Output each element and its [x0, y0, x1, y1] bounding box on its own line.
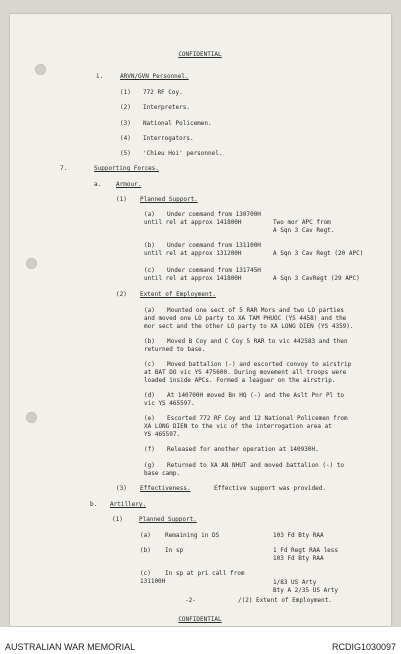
subsection-title: Planned Support. [139, 516, 197, 523]
effectiveness-text: Effective support was provided. [214, 485, 326, 492]
row-number: (c) [144, 267, 155, 274]
para-line: Moved battalion (-) and escorted convoy to airstrip [167, 361, 352, 368]
row-value: 1/83 US Arty [273, 579, 317, 586]
para-line: returned to base. [144, 346, 206, 353]
list-item-number: (2) [120, 104, 131, 111]
para-line: loaded inside APCs. Formed a leaguer on the airstrip. [144, 377, 336, 384]
subsection-number: (2) [116, 291, 127, 298]
row-value: 103 Fd Bty RAA [273, 532, 324, 539]
row-text: until rel at approx 141800H [144, 219, 242, 226]
row-value: A Sqn 3 Cav Regt. [273, 227, 335, 234]
row-value: Bty A 2/35 US Arty [273, 587, 339, 594]
row-number: (a) [140, 532, 151, 539]
para-number: (d) [144, 392, 155, 399]
document-page [10, 14, 391, 626]
para-line: Escorted 772 RF Coy and 12 National Policemen from [167, 415, 348, 422]
subsection-title: Extent of Employment. [140, 291, 216, 298]
punch-hole [35, 64, 46, 75]
classification-header: CONFIDENTIAL [178, 51, 222, 58]
para-line: YS 465597. [144, 431, 181, 438]
row-text: Remaining in DS [165, 532, 220, 539]
para-line: XA LONG DIEN to the vic of the interrogation area at [144, 423, 332, 430]
row-text: In sp [165, 547, 184, 554]
row-text: until rel at approx 131200H [144, 250, 242, 257]
punch-hole [26, 258, 37, 269]
archive-id: RCDIG1030097 [331, 642, 396, 652]
para-line: Released for another operation at 140930H. [167, 446, 319, 453]
section-title: Supporting Forces. [94, 165, 160, 172]
subsection-title: Planned Support. [140, 196, 198, 203]
para-line: mor sect and the other LO party to XA LONG DIEN (YS 4359). [144, 323, 354, 330]
section-title: ARVN/GVN Personnel. [120, 73, 189, 80]
para-line: vic YS 465597. [144, 400, 195, 407]
para-number: (g) [144, 462, 155, 469]
subsection-title: Armour. [116, 181, 142, 188]
para-number: (c) [144, 361, 155, 368]
row-value: A Sqn 3 CavRegt (29 APC) [273, 275, 360, 282]
section-number: 7. [60, 165, 68, 172]
row-number: (a) [144, 211, 155, 218]
para-number: (e) [144, 415, 155, 422]
para-line: At 140700H moved Bn HQ (-) and the Aslt Pnr Pl to [167, 392, 345, 399]
list-item-text: 772 RF Coy. [143, 89, 183, 96]
subsection-title: Artillery. [110, 501, 147, 508]
subsection-title: Effectiveness. [140, 485, 191, 492]
para-line: Moved B Coy and C Coy 5 RAR to vic 442583 and then [167, 338, 348, 345]
row-text: In sp at pri call from [165, 570, 245, 577]
row-text: until rel at approx 141800H [144, 275, 242, 282]
para-line: and moved one LO party to XA TAM PHUOC (YS 4458) and the [144, 315, 347, 322]
para-line: Mounted one sect of 5 RAR Mors and two LO parties [167, 307, 345, 314]
subsection-letter: a. [94, 181, 102, 188]
row-text: Under command from 130700H [167, 211, 261, 218]
section-number: i. [96, 73, 104, 80]
para-number: (b) [144, 338, 155, 345]
archive-name: AUSTRALIAN WAR MEMORIAL [5, 642, 136, 652]
list-item-text: 'Chieu Hoi' personnel. [143, 150, 223, 157]
list-item-number: (4) [120, 135, 131, 142]
para-number: (f) [144, 446, 155, 453]
row-value: 1 Fd Regt RAA less [273, 547, 339, 554]
archive-footer [0, 627, 401, 654]
row-value: A Sqn 3 Cav Regt (20 APC) [273, 250, 364, 257]
row-text: Under command from 131745H [167, 267, 261, 274]
row-text: 131100H [140, 578, 166, 585]
para-line: base camp. [144, 470, 181, 477]
punch-hole [26, 412, 37, 423]
row-number: (b) [140, 547, 151, 554]
list-item-text: Interrogators. [143, 135, 194, 142]
list-item-number: (3) [120, 120, 131, 127]
row-number: (b) [144, 242, 155, 249]
para-line: at BAT DO vic YS 475600. During movement all troops were [144, 369, 347, 376]
row-value: Two mor APC from [273, 219, 331, 226]
classification-footer: CONFIDENTIAL [178, 616, 222, 623]
subsection-letter: b. [90, 501, 98, 508]
list-item-text: National Policemen. [143, 120, 212, 127]
para-number: (a) [144, 307, 155, 314]
row-text: Under command from 131100H [167, 242, 261, 249]
continuation-note: /(2) Extent of Employment. [238, 597, 332, 604]
row-value: 103 Fd Bty RAA [273, 555, 324, 562]
list-item-number: (1) [120, 89, 131, 96]
page-number: -2- [185, 597, 196, 604]
para-line: Returned to XA AN NHUT and moved battalion (-) to [167, 462, 345, 469]
subsection-number: (1) [112, 516, 123, 523]
subsection-number: (3) [116, 485, 127, 492]
list-item-number: (5) [120, 150, 131, 157]
list-item-text: Interpreters. [143, 104, 190, 111]
row-number: (c) [140, 570, 151, 577]
subsection-number: (1) [116, 196, 127, 203]
